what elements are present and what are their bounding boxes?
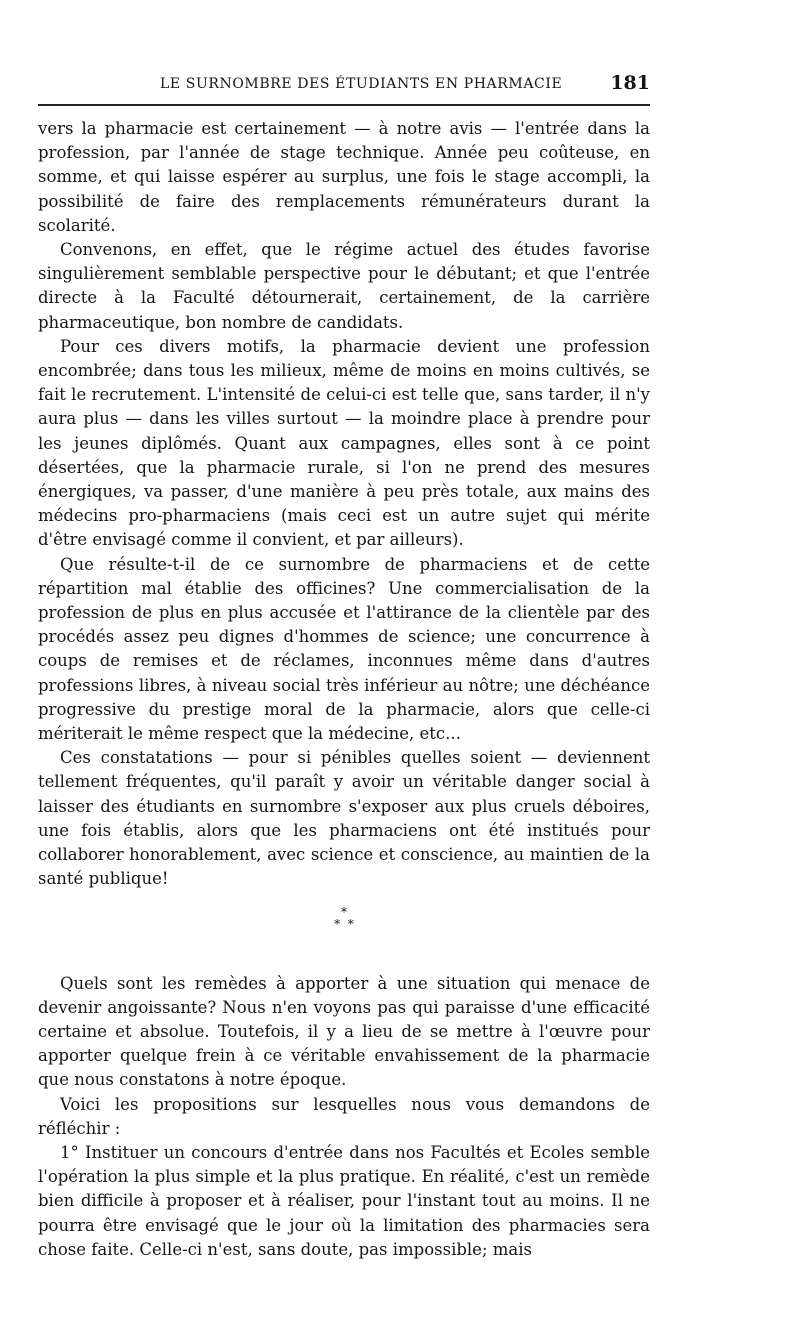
paragraph: Voici les propositions sur lesquelles nous vous demandons de réfléchir :	[38, 1094, 650, 1138]
running-head	[38, 72, 650, 98]
section-break-asterism	[38, 900, 650, 942]
body-text	[38, 117, 650, 1262]
page-number: 181	[610, 72, 650, 94]
asterism-bottom: * *	[334, 916, 354, 931]
asterism-top: *	[341, 904, 347, 919]
paragraph-continuation: vers la pharmacie est certainement — à notre avis — l'entrée dans la profession, par l'année de stage technique. Année peu coûteuse, en somme, et qui laisse espérer au surplus, une fois le stage accompli, la possibilité de faire des remplacements rémunérateurs durant la scolarité.	[38, 119, 650, 235]
running-title: LE SURNOMBRE DES ÉTUDIANTS EN PHARMACIE	[160, 76, 563, 92]
paragraph: Convenons, en effet, que le régime actuel des études favorise singulièrement semblable perspective pour le débutant; et que l'entrée directe à la Faculté détournerait, certainement, de la carrière pharmaceutique, bon nombre de candidats.	[38, 240, 650, 332]
paragraph: Ces constatations — pour si pénibles quelles soient — deviennent tellement fréquentes, qu'il paraît y avoir un véritable danger social à laisser des étudiants en surnombre s'exposer aux plus cruels déboires, une fois établis, alors que les pharmaciens ont été institués pour collaborer honorablement, avec science et conscience, au maintien de la santé publique!	[38, 748, 650, 889]
section-spacer	[38, 942, 650, 972]
paragraph: Pour ces divers motifs, la pharmacie devient une profession encombrée; dans tous les milieux, même de moins en moins cultivés, se fait le recrutement. L'intensité de celui-ci est telle que, sans tarder, il n'y aura plus — dans les villes surtout — la moindre place à prendre pour les jeunes diplômés. Quant aux campagnes, elles sont à ce point désertées, que la pharmacie rurale, si l'on ne prend des mesures énergiques, va passer, d'une manière à peu près totale, aux mains des médecins pro-pharmaciens (mais ceci est un autre sujet qui mérite d'être envisagé comme il convient, et par ailleurs).	[38, 336, 650, 550]
paragraph: 1° Instituer un concours d'entrée dans nos Facultés et Ecoles semble l'opération la plus simple et la plus pratique. En réalité, c'est un remède bien difficile à proposer et à réaliser, pour l'instant tout au moins. Il ne pourra être envisagé que le jour où la limitation des pharmacies sera chose faite. Celle-ci n'est, sans doute, pas impossible; mais	[38, 1142, 650, 1259]
paragraph: Quels sont les remèdes à apporter à une situation qui menace de devenir angoissante? Nous n'en voyons pas qui paraisse d'une efficacité certaine et absolue. Toutefois, il y a lieu de se mettre à l'œuvre pour apporter quelque frein à ce véritable envahissement de la pharmacie que nous constatons à notre époque.	[38, 973, 650, 1090]
paragraph: Que résulte-t-il de ce surnombre de pharmaciens et de cette répartition mal établie des officines? Une commercialisation de la profession de plus en plus accusée et l'attirance de la clientèle par des procédés assez peu dignes d'hommes de science; une concurrence à coups de remises et de réclames, inconnues même dans d'autres professions libres, à niveau social très inférieur au nôtre; une déchéance progressive du prestige moral de la pharmacie, alors que celle-ci mériterait le même respect que la médecine, etc...	[38, 554, 650, 744]
header-rule	[38, 104, 650, 106]
